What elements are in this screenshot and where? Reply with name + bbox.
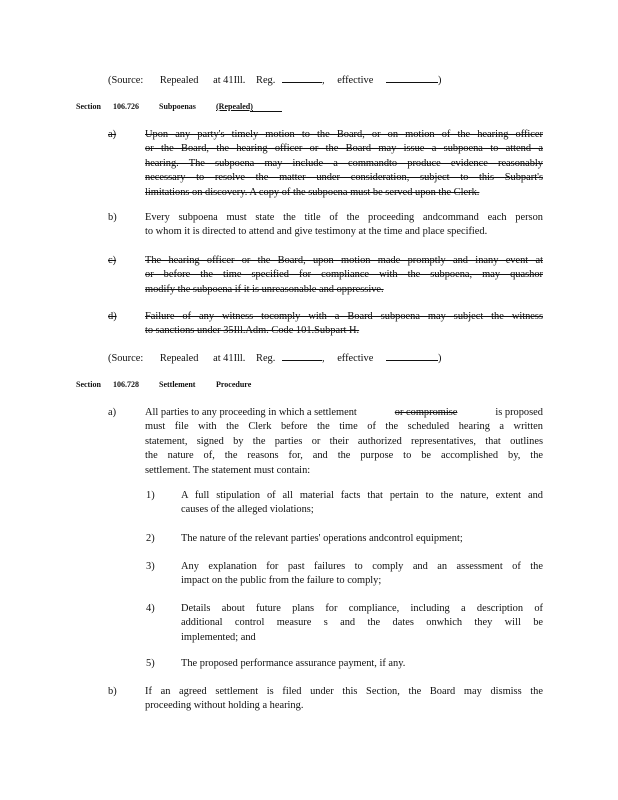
paragraph-d-text	[145, 310, 543, 339]
section-title: Settlement	[159, 380, 196, 389]
source-effective: effective	[337, 353, 374, 364]
paragraph-c-text	[145, 254, 543, 297]
text-fragment: All parties to any proceeding in which a settlement	[145, 407, 357, 418]
list-item	[181, 532, 543, 546]
section-heading-106-726	[76, 101, 286, 113]
section-label: Section	[76, 102, 101, 111]
section-number: 106.726	[113, 102, 139, 111]
text-line: must file with the Clerk before the time of the scheduled hearing a written	[145, 421, 543, 433]
text-line: limitations on discovery. A copy of the subpoena must be served upon the Clerk.	[145, 186, 480, 198]
text-line: Upon any party's timely motion to the Board, or on motion of the hearing officer	[145, 129, 543, 140]
text-line: to whom it is directed to attend and give testimony at the time and place specified.	[145, 226, 488, 238]
source-reg: Reg.	[256, 75, 276, 86]
text-line: Any explanation for past failures to comply and an assessment of the	[181, 561, 543, 572]
source-reg-blank	[282, 350, 322, 361]
section-heading-106-728	[76, 379, 286, 391]
text-line: The proposed performance assurance payment, if any.	[181, 658, 406, 669]
list-item	[181, 657, 543, 671]
source-label: (Source:	[108, 353, 144, 364]
text-line: The nature of the relevant parties' operations andcontrol equipment;	[181, 533, 463, 544]
section-label: Section	[76, 380, 101, 389]
source-label: (Source:	[108, 75, 144, 86]
source-effective: effective	[337, 75, 374, 86]
list-item	[181, 560, 543, 589]
source-effective-blank	[386, 72, 438, 83]
source-repealed: Repealed	[159, 75, 199, 86]
section-number: 106.728	[113, 380, 139, 389]
text-line: Failure of any witness tocomply with a Board subpoena may subject the witness	[145, 311, 543, 322]
text-line: causes of the alleged violations;	[181, 504, 314, 516]
source-reg-blank	[282, 72, 322, 83]
source-note-2: (Source: Repealed at 41Ill. Reg. , effective )	[108, 350, 441, 366]
section-status: (Repealed)	[216, 102, 253, 111]
text-line: additional control measure s and the dates onwhich they will be	[181, 617, 543, 629]
section-title-2: Procedure	[216, 380, 252, 389]
text-line: or before the time specified for compliance with the subpoena, may quashor	[145, 269, 543, 281]
text-line: hearing. The subpoena may include a commandto produce evidence reasonably	[145, 157, 543, 169]
source-at: at 41Ill.	[213, 75, 246, 86]
text-line: or the Board, the hearing officer or the Board may issue a subpoena to attend a	[145, 143, 543, 155]
text-line: Details about future plans for compliance, including a description of	[181, 603, 543, 614]
text-line	[145, 406, 543, 420]
source-effective-blank	[386, 350, 438, 361]
list-item	[181, 489, 543, 518]
list-item	[181, 602, 543, 645]
paragraph-d-marker: d)	[108, 311, 117, 322]
paragraph-b-marker: b)	[108, 212, 117, 223]
settlement-a-text	[145, 406, 543, 478]
text-line: The hearing officer or the Board, upon motion made promptly and inany event at	[145, 255, 543, 266]
source-reg: Reg.	[256, 353, 276, 364]
settlement-b-marker: b)	[108, 686, 117, 697]
list-item-number: 1)	[146, 490, 155, 501]
list-item-number: 4)	[146, 603, 155, 614]
text-line: A full stipulation of all material facts that pertain to the nature, extent and	[181, 490, 543, 501]
text-line: to sanctions under 35Ill.Adm. Code 101.Subpart H.	[145, 325, 360, 337]
paragraph-c-marker: c)	[108, 255, 117, 266]
text-line: statement, signed by the parties or their authorized representatives, that outlines	[145, 435, 543, 447]
source-at: at 41Ill.	[213, 353, 246, 364]
text-line: modify the subpoena if it is unreasonable and oppressive.	[145, 283, 384, 295]
paragraph-a-text	[145, 128, 543, 200]
text-fragment: is proposed	[495, 407, 543, 418]
settlement-a-marker: a)	[108, 407, 117, 418]
paragraph-b-text	[145, 211, 543, 240]
paragraph-a-marker: a)	[108, 129, 117, 140]
text-line: proceeding without holding a hearing.	[145, 700, 304, 712]
list-item-number: 3)	[146, 561, 155, 572]
text-line: implemented; and	[181, 631, 256, 643]
source-note-1: (Source: Repealed at 41Ill. Reg. , effective )	[108, 72, 441, 88]
section-title: Subpoenas	[159, 102, 196, 111]
source-repealed: Repealed	[159, 353, 199, 364]
text-line: impact on the public from the failure to comply;	[181, 575, 382, 587]
text-line: the nature of, the reasons for, and the purpose to be accomplished by, the	[145, 450, 543, 462]
text-line: Every subpoena must state the title of the proceeding andcommand each person	[145, 212, 543, 223]
settlement-b-text	[145, 685, 543, 714]
text-line: settlement. The statement must contain:	[145, 464, 311, 476]
text-line: If an agreed settlement is filed under this Section, the Board may dismiss the	[145, 686, 543, 697]
list-item-number: 5)	[146, 658, 155, 669]
text-line: necessary to resolve the matter under consideration, subject to this Subpart's	[145, 172, 543, 184]
struck-text: or compromise	[394, 407, 458, 418]
list-item-number: 2)	[146, 533, 155, 544]
